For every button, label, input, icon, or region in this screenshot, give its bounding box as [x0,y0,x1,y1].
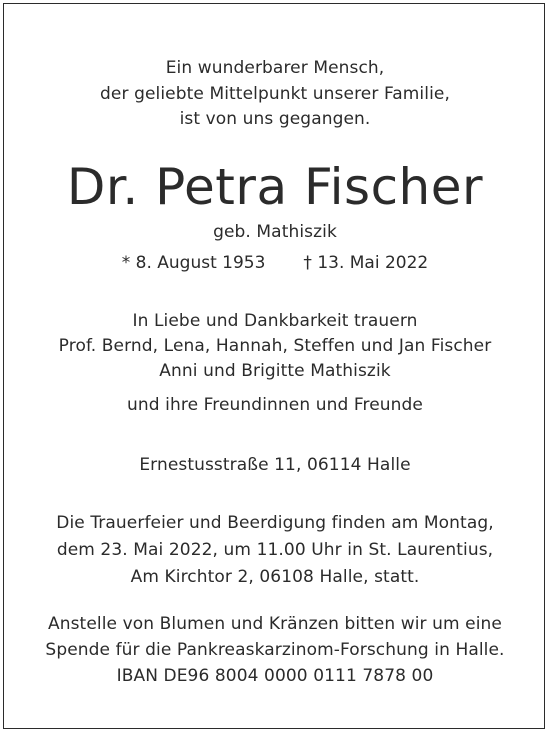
donation-iban: IBAN DE96 8004 0000 0111 7878 00 [116,666,434,686]
mourners-line-3: Anni und Brigitte Mathiszik [159,361,391,381]
intro-line-3: ist von uns gegangen. [179,109,371,129]
funeral-line-1: Die Trauerfeier und Beerdigung finden am Montag, [56,513,494,533]
mourners-line-2: Prof. Bernd, Lena, Hannah, Steffen und Jan Fischer [58,336,492,356]
life-dates [0,252,550,274]
funeral-line-3: Am Kirchtor 2, 06108 Halle, statt. [130,567,420,587]
donation-line-1: Anstelle von Blumen und Kränzen bitten wir um eine [48,614,502,634]
intro-line-2: der geliebte Mittelpunkt unserer Familie, [100,84,450,104]
maiden-name: geb. Mathiszik [213,222,337,242]
home-address: Ernestusstraße 11, 06114 Halle [139,455,411,475]
death-date: † 13. Mai 2022 [303,253,429,273]
deceased-name: Dr. Petra Fischer [66,158,484,216]
funeral-line-2: dem 23. Mai 2022, um 11.00 Uhr in St. Laurentius, [56,540,494,560]
birth-date: * 8. August 1953 [121,253,266,273]
intro-line-1: Ein wunderbarer Mensch, [165,58,385,78]
donation-line-2: Spende für die Pankreaskarzinom-Forschung in Halle. [45,640,505,660]
mourners-line-1: In Liebe und Dankbarkeit trauern [132,311,418,331]
mourners-line-4: und ihre Freundinnen und Freunde [127,395,423,415]
